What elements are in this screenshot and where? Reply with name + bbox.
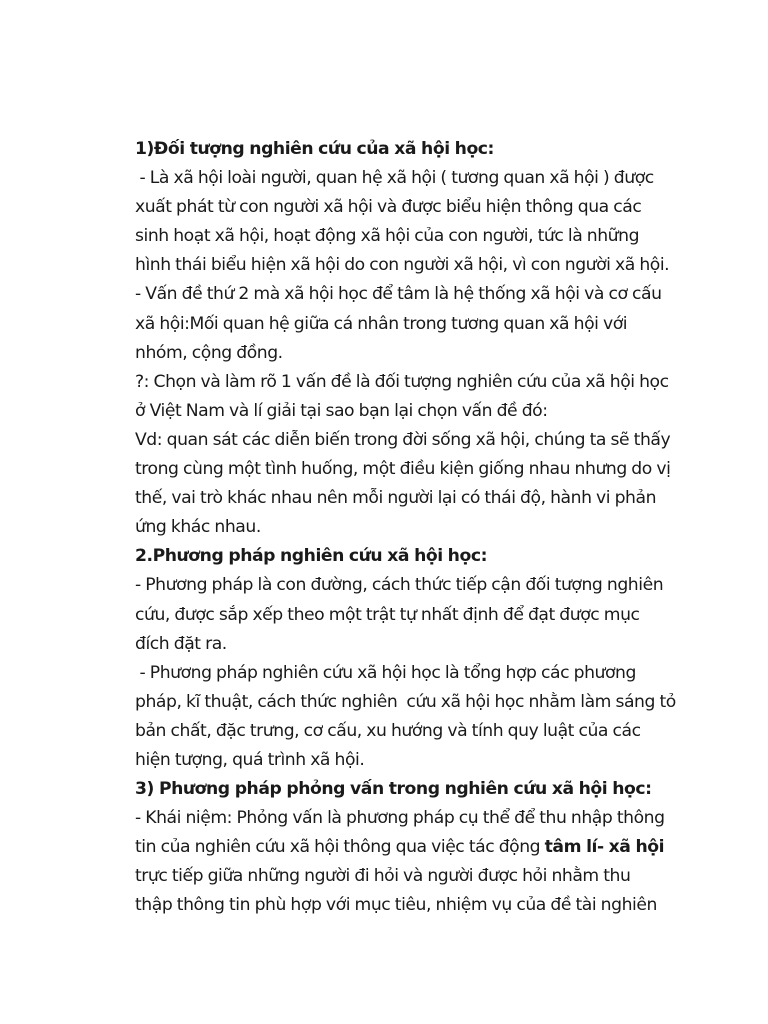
document-body (135, 135, 695, 921)
text-line: trong cùng một tình huống, một điều kiện giống nhau nhưng do vị (135, 459, 671, 480)
section-3-heading: 3) Phương pháp phỏng vấn trong nghiên cứu xã hội học: (135, 779, 652, 800)
section-2-heading: 2.Phương pháp nghiên cứu xã hội học: (135, 546, 487, 567)
text-line: ?: Chọn và làm rõ 1 vấn đề là đối tượng nghiên cứu của xã hội học (135, 371, 669, 392)
text-line: ở Việt Nam và lí giải tại sao bạn lại chọn vấn đề đó: (135, 400, 548, 421)
text-line: - Là xã hội loài người, quan hệ xã hội ( tương quan xã hội ) được (135, 168, 654, 189)
text-line-with-bold (135, 833, 695, 862)
text-line: bản chất, đặc trưng, cơ cấu, xu hướng và tính quy luật của các (135, 720, 641, 741)
text-line: đích đặt ra. (135, 633, 227, 654)
text-line: thế, vai trò khác nhau nên mỗi người lại có thái độ, hành vi phản (135, 488, 657, 509)
text-line: trực tiếp giữa những người đi hỏi và người được hỏi nhằm thu (135, 866, 631, 887)
text-line: hình thái biểu hiện xã hội do con người xã hội, vì con người xã hội. (135, 255, 670, 276)
text-line: - Vấn đề thứ 2 mà xã hội học để tâm là hệ thống xã hội và cơ cấu (135, 284, 662, 305)
text-line: pháp, kĩ thuật, cách thức nghiên cứu xã hội học nhằm làm sáng tỏ (135, 691, 676, 712)
text-line: - Phương pháp là con đường, cách thức tiếp cận đối tượng nghiên (135, 575, 664, 596)
text-line: sinh hoạt xã hội, hoạt động xã hội của con người, tức là những (135, 226, 640, 247)
text-line: - Khái niệm: Phỏng vấn là phương pháp cụ thể để thu nhập thông (135, 808, 665, 829)
text-line: ứng khác nhau. (135, 517, 261, 538)
text-line: xuất phát từ con người xã hội và được biểu hiện thông qua các (135, 197, 642, 218)
text-line: - Phương pháp nghiên cứu xã hội học là tổng hợp các phương (135, 662, 636, 683)
bold-term: tâm lí- xã hội (544, 837, 665, 858)
text-line: cứu, được sắp xếp theo một trật tự nhất định để đạt được mục (135, 604, 640, 625)
text-line: Vd: quan sát các diễn biến trong đời sống xã hội, chúng ta sẽ thấy (135, 429, 671, 450)
text-line: xã hội:Mối quan hệ giữa cá nhân trong tương quan xã hội với (135, 313, 628, 334)
text-line: thập thông tin phù hợp với mục tiêu, nhiệm vụ của đề tài nghiên (135, 895, 657, 916)
section-1-heading: 1)Đối tượng nghiên cứu của xã hội học: (135, 139, 494, 159)
text-line: nhóm, cộng đồng. (135, 342, 283, 363)
text-line: hiện tượng, quá trình xã hội. (135, 749, 365, 770)
text-fragment: tin của nghiên cứu xã hội thông qua việc tác động (135, 837, 545, 858)
